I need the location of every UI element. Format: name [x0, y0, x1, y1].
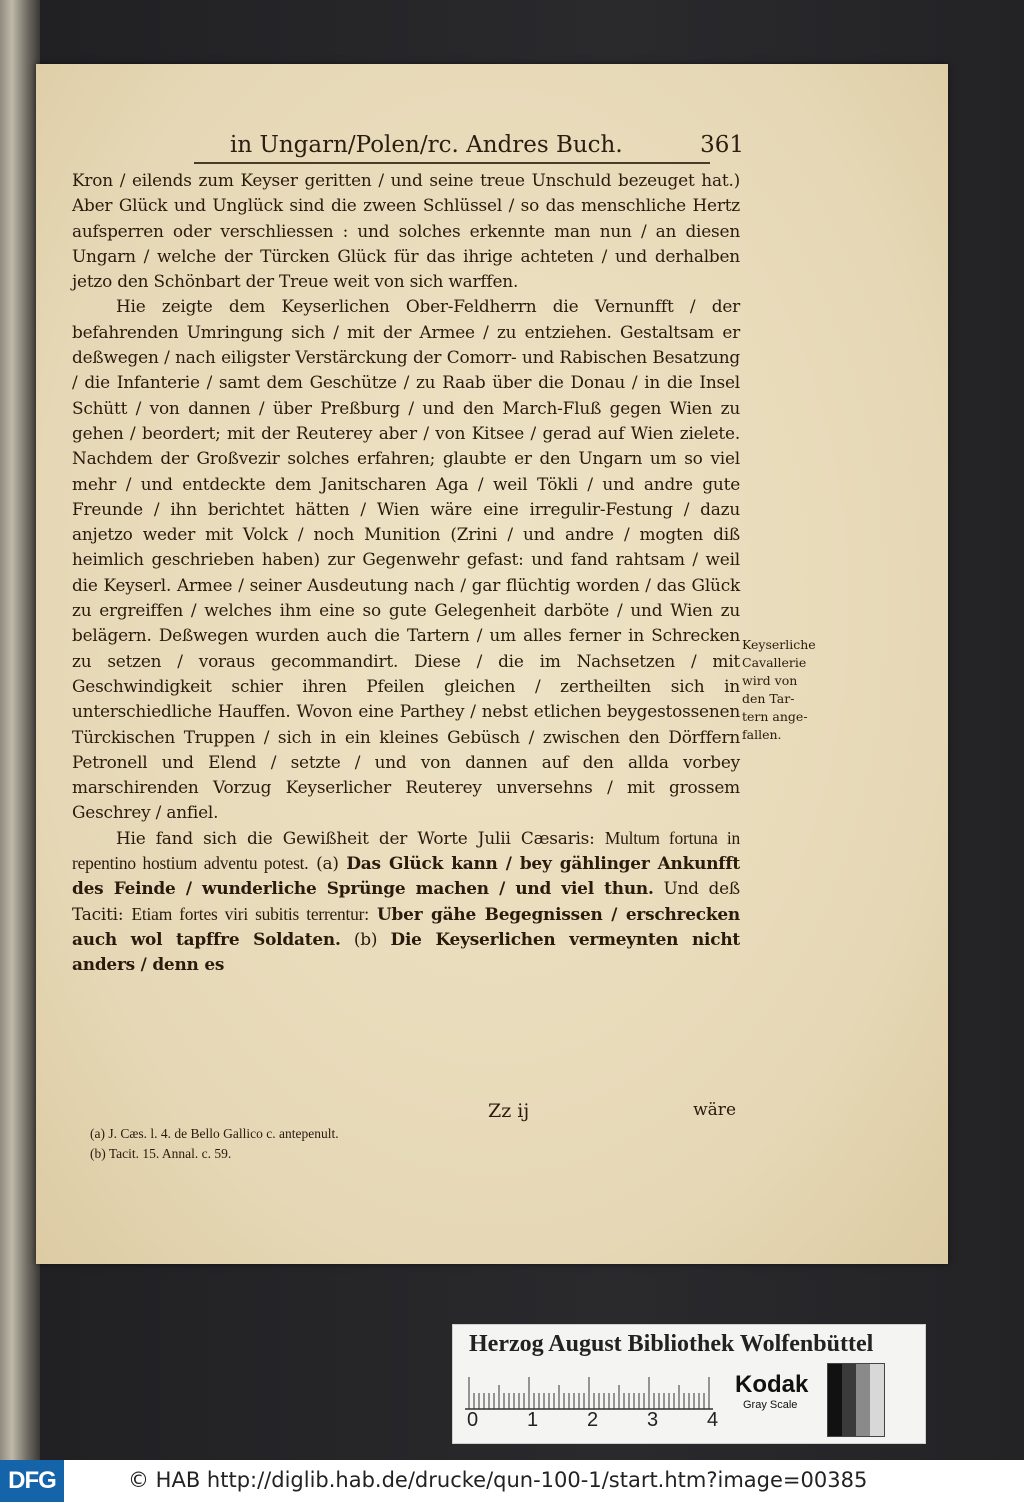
ruler-number: 1 — [527, 1409, 539, 1431]
copyright-text: © HAB http://diglib.hab.de/drucke/qun-100-1/start.htm?image=00385 — [128, 1468, 868, 1492]
dfg-logo: DFG — [0, 1460, 64, 1502]
marginal-line: Keyserliche — [742, 637, 816, 652]
ruler-number: 3 — [647, 1409, 659, 1431]
marginal-line: tern ange- — [742, 709, 808, 724]
kodak-logo: Kodak — [735, 1371, 809, 1398]
footer-bar — [0, 1460, 1024, 1502]
body-text — [72, 168, 740, 978]
scale-ruler — [465, 1375, 715, 1411]
footnote-ref-b: (b) — [353, 928, 378, 949]
page-number: 361 — [700, 132, 744, 158]
paragraph-3-text-c: Und deß Taciti: — [72, 878, 740, 924]
running-head: in Ungarn/Polen/rc. Andres Buch. — [230, 132, 623, 158]
footnote-a: (a) J. Cæs. l. 4. de Bello Gallico c. antepenult. — [90, 1126, 339, 1141]
kodak-subtitle: Gray Scale — [743, 1399, 798, 1411]
ruler-number: 4 — [707, 1409, 719, 1431]
gray-scale-patch — [827, 1363, 885, 1437]
page-header — [194, 132, 744, 166]
marginal-line: wird von — [742, 673, 798, 688]
footnote-ref-a: (a) — [316, 853, 339, 874]
footnotes — [90, 1124, 339, 1164]
library-name: Herzog August Bibliothek Wolfenbüttel — [469, 1331, 874, 1357]
catchline — [480, 1100, 736, 1126]
paragraph-3-text-a: Hie fand sich die Gewißheit der Worte Julii Cæsaris: — [116, 827, 595, 848]
ruler-numbers — [465, 1409, 725, 1435]
paragraph-2: Hie zeigte dem Keyserlichen Ober-Feldherrn die Vernunfft / der befahrenden Umringung sich / mit der Armee / zu entziehen. Gestaltsam er deßwegen / nach eiligster Verstärckung der Comorr- und Rabischen Besatzung / die Infanterie / samt dem Geschütze / zu Raab über die Donau / in die Insel Schütt / von dannen / über Preßburg / und den March-Fluß gegen Wien zu gehen / beordert; mit der Reuterey aber / von Kitsee / gerad auf Wien zielete. Nachdem der Großvezir solches erfahren; glaubte er den Ungarn um so viel mehr / und entdeckte dem Janitscharen Aga / weil Tökli / und andre gute Freunde / ihn berichtet hätten / Wien wäre eine irregulir-Festung / dazu anjetzo weder mit Volck / noch Munition (Zrini / und andre / mogten diß heimlich geschrieben haben) zur Gegenwehr gefast: und fand rahtsam / weil die Keyserl. Armee / seiner Ausdeutung nach / gar flüchtig worden / das Glück zu ergreiffen / welches ihm eine so gute Gelegenheit darböte / und Wien zu belägern. Deßwegen wurden auch die Tartern / um alles ferner in Schrecken zu setzen / voraus gecommandirt. Diese / die im Nachsetzen / mit Geschwindigkeit schier ihren Pfeilen gleichen / zertheilten sich in unterschiedliche Hauffen. Wovon eine Parthey / nebst etlichen beygestossenen Türckischen Truppen / sich in ein kleines Gebüsch / zwischen den Dörffern Petronell und Elend / setzte / und von dannen auf den allda vorbey marschirenden Vorzug Keyserlicher Reuterey unversehns / mit grossem Geschrey / anfiel. — [72, 296, 740, 823]
signature-mark: Zz ij — [488, 1100, 530, 1122]
translation-tacitus: Uber gähe Begegnissen / erschrecken auch wol tapffre Soldaten. — [72, 903, 741, 949]
ruler-number: 0 — [467, 1409, 479, 1431]
footnote-b: (b) Tacit. 15. Annal. c. 59. — [90, 1146, 232, 1161]
ruler-number: 2 — [587, 1409, 599, 1431]
marginal-line: Cavallerie — [742, 655, 807, 670]
translation-caesar: Das Glück kann / bey gählinger Ankunfft des Feinde / wunderliche Sprünge machen / und viel thun. — [72, 853, 741, 899]
marginal-line: den Tar- — [742, 691, 795, 706]
library-color-card — [452, 1324, 926, 1444]
paragraph-3 — [72, 826, 740, 978]
book-spine — [0, 0, 40, 1460]
catchword: wäre — [693, 1100, 736, 1120]
marginal-note — [742, 636, 828, 744]
marginal-line: fallen. — [742, 727, 782, 742]
paragraph-3-text-e: Die Keyserlichen vermeynten nicht anders / denn es — [72, 928, 741, 975]
latin-quote-tacitus: Etiam fortes viri subitis terrentur: — [131, 903, 369, 924]
latin-quote-caesar: Multum fortuna in repentino hostium adventu potest. — [72, 827, 741, 874]
paragraph-1: Kron / eilends zum Keyser geritten / und seine treue Unschuld bezeuget hat.) Aber Glück und Unglück sind die zween Schlüssel / so das menschliche Hertz aufsperren oder verschliessen : und solches erkennte man nun / an diesen Ungarn / welche der Türcken Glück für das ihrige achteten / und derhalben jetzo den Schönbart der Treue weit von sich warffen. — [72, 170, 740, 292]
header-rule — [194, 162, 710, 164]
